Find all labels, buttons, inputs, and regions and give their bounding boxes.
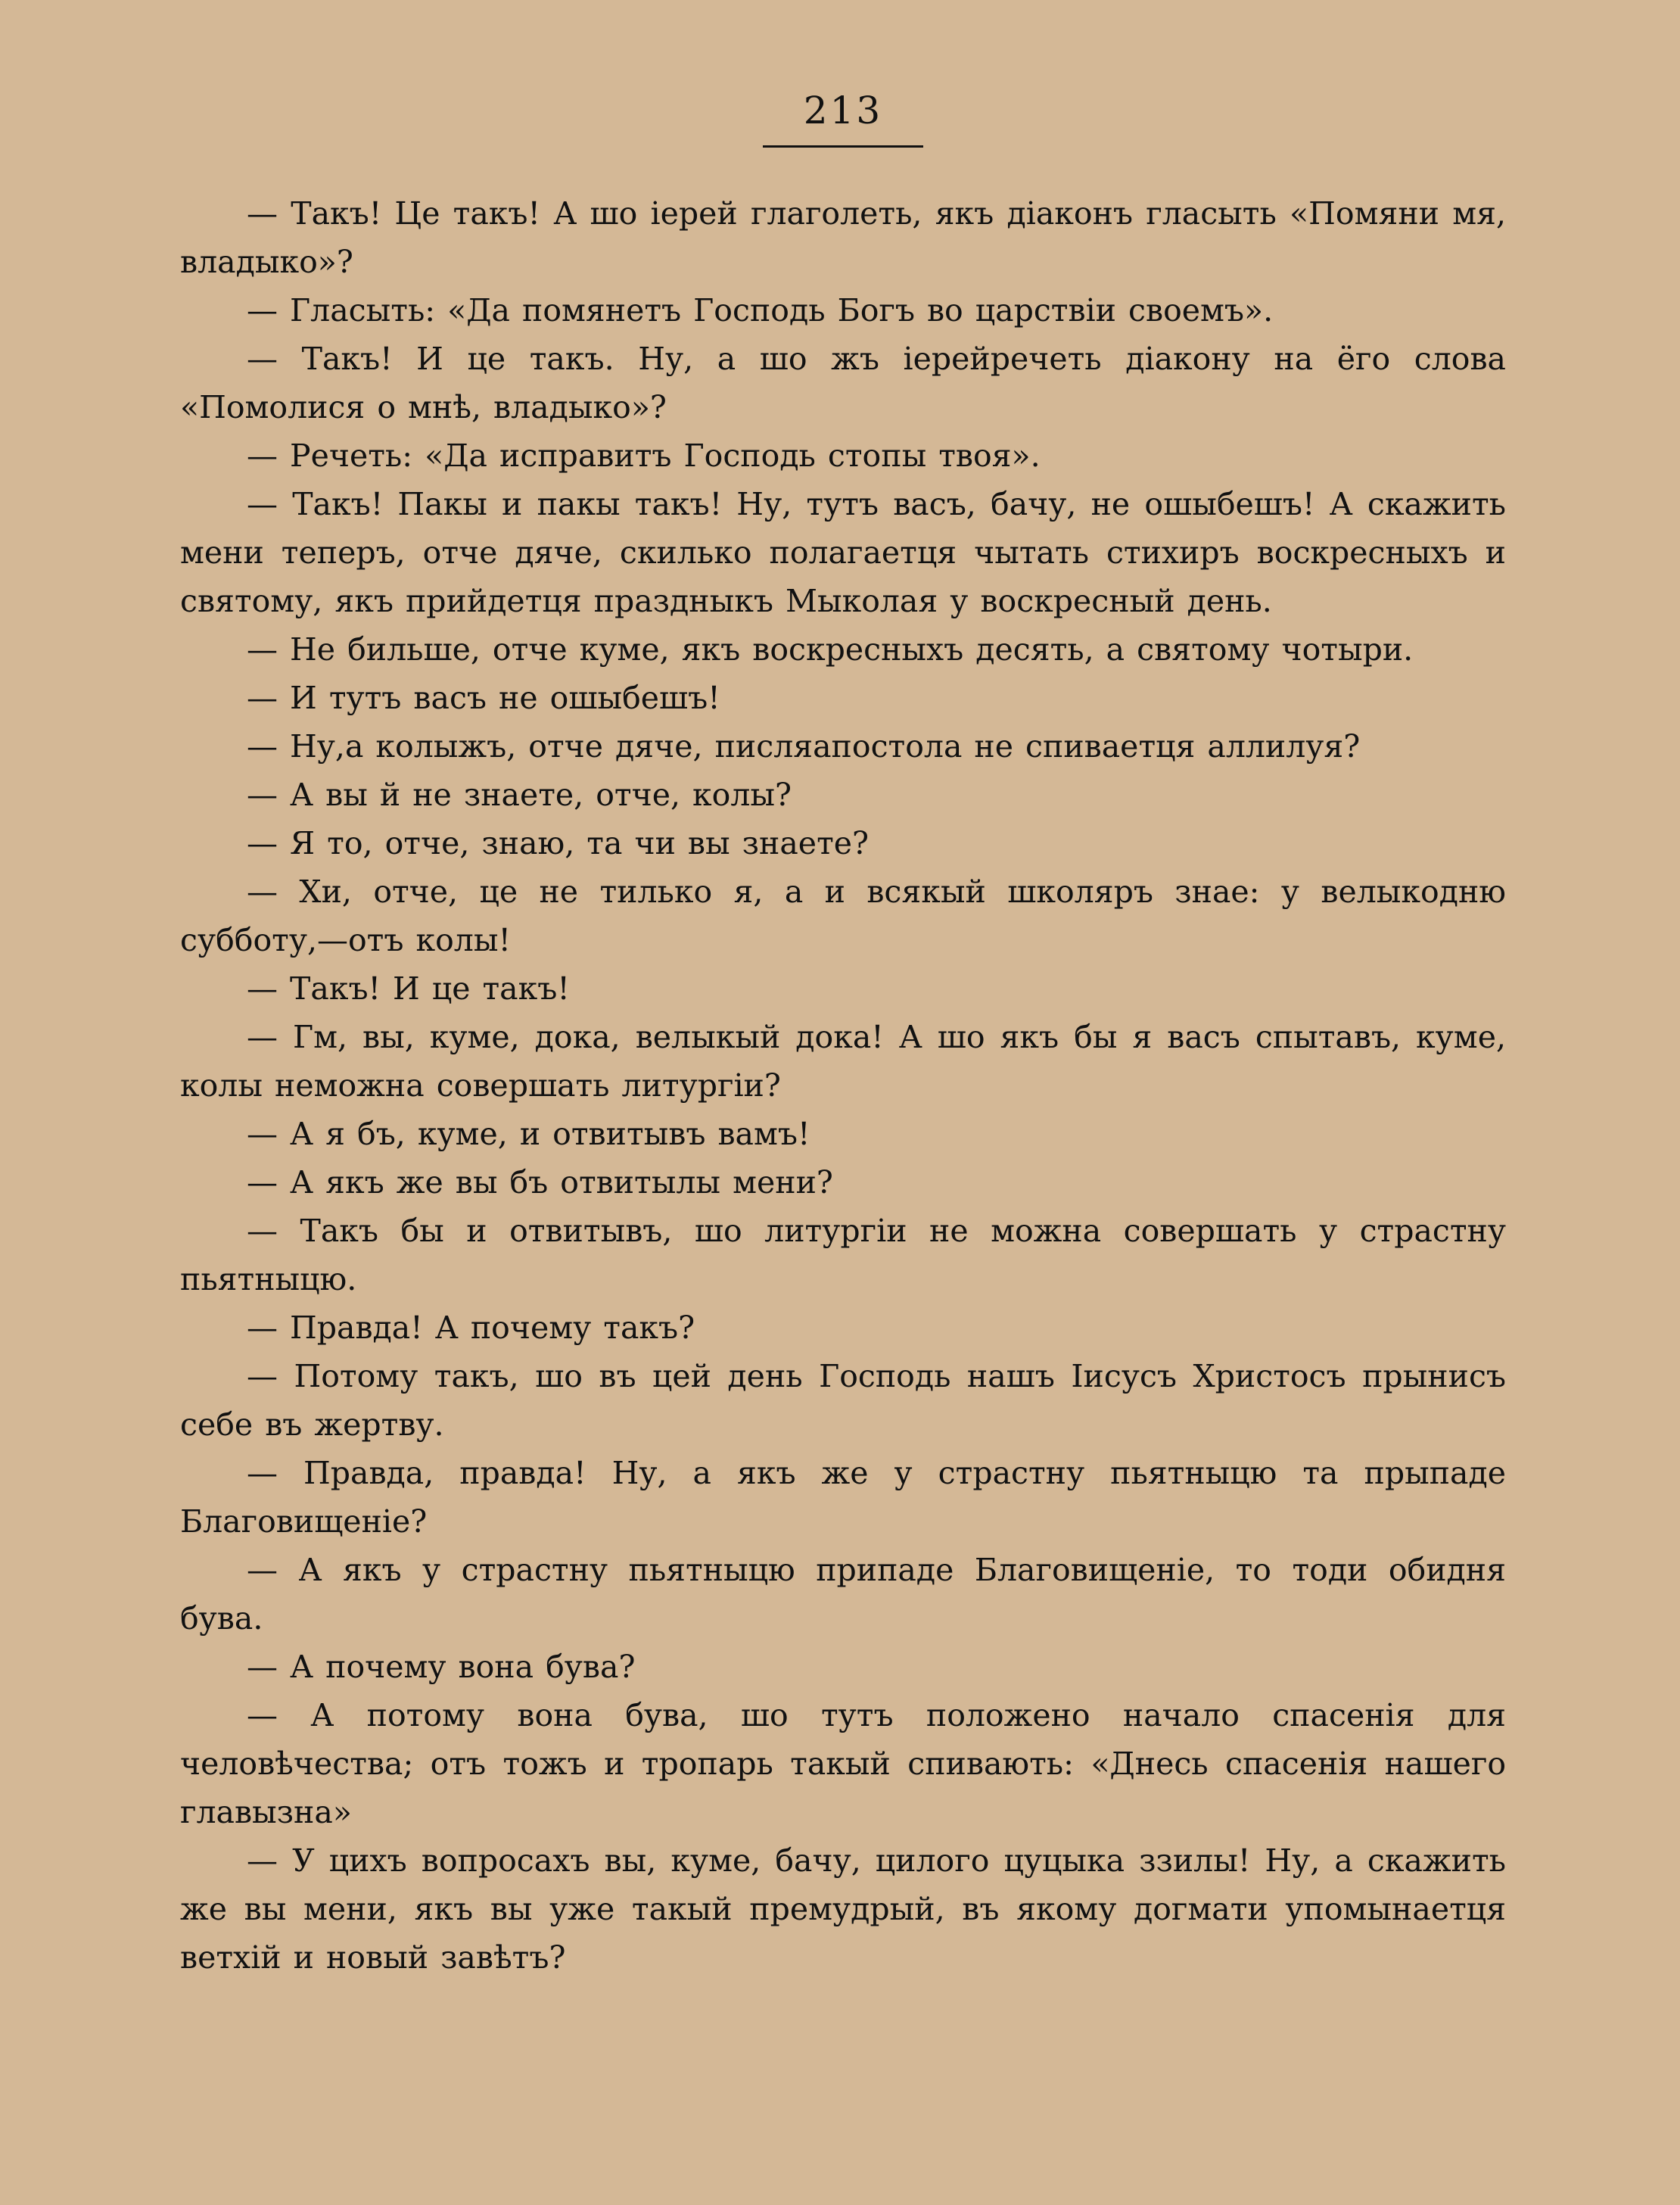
dialogue-paragraph: — А вы й не знаете, отче, колы? <box>247 777 792 813</box>
dialogue-paragraph: — Гм, вы, куме, дока, велыкый дока! А шо якъ бы я васъ спытавъ, куме, колы неможна совершать литургiи? <box>180 1019 1506 1104</box>
dialogue-paragraph: — И тутъ васъ не ошыбешъ! <box>247 680 720 716</box>
dialogue-paragraph: — Такъ бы и отвитывъ, шо литургiи не можна совершать у страстну пьятныцю. <box>180 1213 1506 1297</box>
dialogue-paragraph: — А якъ у страстну пьятныцю припаде Благовищенiе, то тоди обидня бува. <box>180 1552 1506 1637</box>
dialogue-paragraph: — Хи, отче, це не тилько я, а и всякый школяръ знае: у велыкодню субботу,—отъ колы! <box>180 874 1506 958</box>
page-number-rule <box>763 145 923 148</box>
dialogue-paragraph: — Ну,а колыжъ, отче дяче, писляапостола не спиваетця аллилуя? <box>247 728 1361 765</box>
dialogue-paragraph: — Я то, отче, знаю, та чи вы знаете? <box>247 825 869 861</box>
dialogue-paragraph: — Такъ! И це такъ! <box>247 970 570 1007</box>
dialogue-paragraph: — Гласыть: «Да помянетъ Господь Богъ во царствiи своемъ». <box>247 292 1274 329</box>
dialogue-paragraph: — Не бильше, отче куме, якъ воскресныхъ десять, а святому чотыри. <box>247 631 1414 668</box>
dialogue-text <box>180 189 1506 1982</box>
dialogue-paragraph: — А почему вона бува? <box>247 1649 636 1685</box>
dialogue-paragraph: — Потому такъ, шо въ цей день Господь нашъ Iисусъ Христосъ прынисъ себе въ жертву. <box>180 1358 1506 1443</box>
dialogue-paragraph: — А якъ же вы бъ отвитылы мени? <box>247 1164 833 1201</box>
dialogue-paragraph: — Такъ! Пакы и пакы такъ! Ну, тутъ васъ, бачу, не ошыбешъ! А скажить мени теперъ, отче дяче, скилько полагаетця чытать стихиръ воскресныхъ и святому, якъ прийдетця праздныкъ Мыколая у воскресный день. <box>180 486 1506 619</box>
dialogue-paragraph: — Правда! А почему такъ? <box>247 1310 695 1346</box>
book-page <box>180 83 1506 2188</box>
dialogue-paragraph: — Такъ! И це такъ. Ну, а шо жъ iерейречеть дiакону на ёго слова «Помолися о мнѣ, владыко»? <box>180 341 1506 425</box>
dialogue-paragraph: — А я бъ, куме, и отвитывъ вамъ! <box>247 1116 810 1152</box>
dialogue-paragraph: — Такъ! Це такъ! А шо iерей глаголеть, якъ дiаконъ гласыть «Помяни мя, владыко»? <box>180 195 1506 280</box>
page-number: 213 <box>803 89 883 132</box>
dialogue-paragraph: — А потому вона бува, шо тутъ положено начало спасенiя для человѣчества; отъ тожъ и тропарь такый спивають: «Днесь спасенiя нашего главызна» <box>180 1697 1506 1830</box>
dialogue-paragraph: — Правда, правда! Ну, а якъ же у страстну пьятныцю та прыпаде Благовищенiе? <box>180 1455 1506 1540</box>
dialogue-paragraph: — У цихъ вопросахъ вы, куме, бачу, цилого цуцыка ззилы! Ну, а скажить же вы мени, якъ вы уже такый премудрый, въ якому догмати упомынаетця ветхiй и новый завѣтъ? <box>180 1842 1506 1976</box>
dialogue-paragraph: — Речеть: «Да исправитъ Господь стопы твоя». <box>247 438 1041 474</box>
